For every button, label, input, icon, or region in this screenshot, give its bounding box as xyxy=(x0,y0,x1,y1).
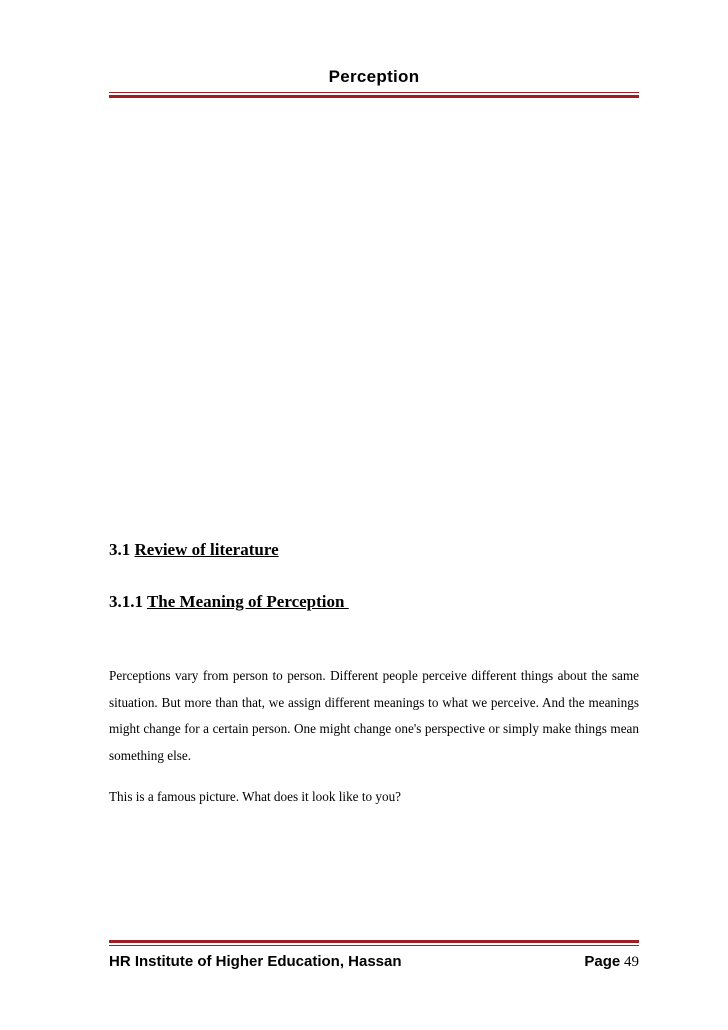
footer-institution: HR Institute of Higher Education, Hassan xyxy=(109,953,402,970)
subsection-number: 3.1.1 xyxy=(109,592,143,611)
section-number: 3.1 xyxy=(109,540,131,559)
body-paragraph: This is a famous picture. What does it look like to you? xyxy=(109,789,402,804)
footer-divider-thin xyxy=(109,945,639,946)
subsection-title: The Meaning of Perception xyxy=(146,592,349,611)
footer-page-indicator xyxy=(584,953,639,971)
subsection-heading xyxy=(109,592,349,612)
page-header-title: Perception xyxy=(328,67,420,86)
header-divider-thin xyxy=(109,92,639,93)
page-label: Page xyxy=(584,953,621,970)
section-title: Review of literature xyxy=(134,540,279,559)
header-divider-thick xyxy=(109,95,639,98)
body-paragraph: Perceptions vary from person to person. Different people perceive different things about the same situation. But more than that, we assign different meanings to what we perceive. And the meanings might change for a certain person. One might change one's perspective or simply make things mean something else. xyxy=(109,668,639,763)
page-number: 49 xyxy=(624,954,639,970)
section-heading xyxy=(109,540,279,560)
footer-divider-thick xyxy=(109,940,639,943)
